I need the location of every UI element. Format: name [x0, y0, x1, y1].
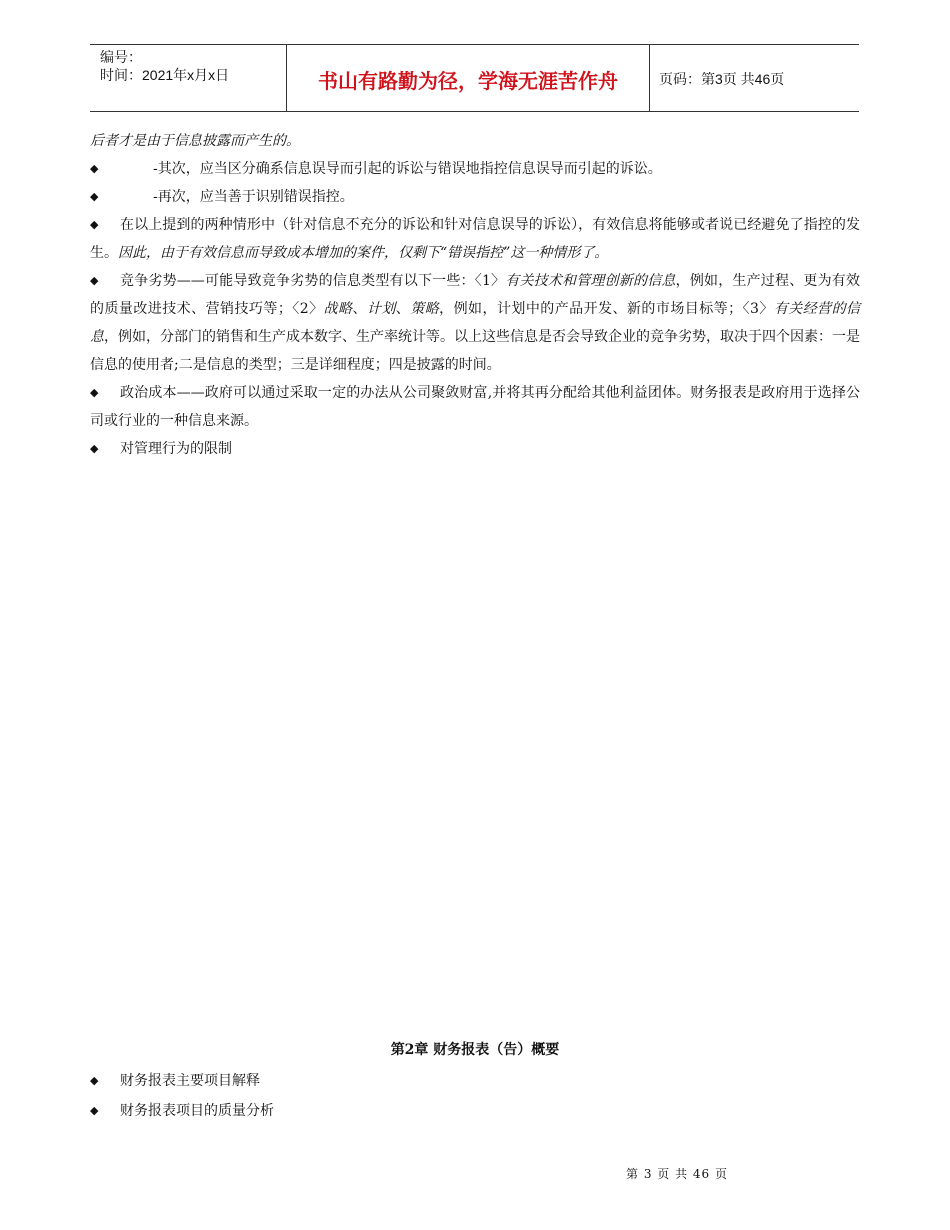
list-item-text: 竞争劣势——可能导致竞争劣势的信息类型有以下一些：〈1〉 [120, 273, 506, 289]
list-item-italic-text: 有关技术和管理创新的信息 [505, 273, 676, 289]
bullet-diamond-icon: ◆ [90, 1104, 99, 1117]
header-motto: 书山有路勤为径，学海无涯苦作舟 [287, 45, 650, 111]
list-item [90, 1066, 860, 1096]
list-item-text: ，例如，计划中的产品开发、新的市场目标等；〈3〉 [439, 301, 774, 317]
list-item-text: ，例如，分部门的销售和生产成本数字、生产率统计等。以上这些信息是否会导致企业的竞争劣势，取决于四个因素：一是信息的使用者;二是信息的类型；三是详细程度；四是披露的时间。 [90, 329, 860, 373]
list-item-text: 财务报表项目的质量分析 [120, 1103, 274, 1119]
document-date-label: 时间：2021年x月x日 [100, 67, 230, 83]
header-meta-cell [90, 45, 287, 111]
list-item-italic-text: 有关经营的信息 [90, 301, 861, 345]
list-item [90, 379, 860, 435]
list-item [90, 155, 860, 183]
list-item-italic-text: 因此，由于有效信息而导致成本增加的案件，仅剩下“错误指控”这一种情形了。 [118, 245, 609, 261]
list-item-italic-text: 策略 [410, 301, 440, 317]
list-item-text: 、 [352, 301, 367, 317]
list-item-text: 、 [395, 301, 411, 317]
bullet-diamond-icon: ◆ [90, 162, 99, 175]
page-header [90, 44, 859, 112]
list-item-italic-text: 计划 [366, 301, 396, 317]
bullet-diamond-icon: ◆ [90, 442, 99, 455]
list-item-text: 对管理行为的限制 [120, 441, 232, 457]
bullet-diamond-icon: ◆ [90, 190, 99, 203]
paragraph-continuation: 后者才是由于信息披露而产生的。 [90, 133, 300, 149]
list-item-text: 财务报表主要项目解释 [120, 1073, 260, 1089]
list-item [90, 183, 860, 211]
list-item-text: ，例如，生产过程、更为有效的质量改进技术、营销技巧等；〈2〉 [90, 273, 860, 317]
list-item-text: -再次，应当善于识别错误指控。 [153, 189, 354, 205]
document-number-label: 编号： [100, 49, 142, 65]
header-page-label: 页码：第3页 共46页 [659, 71, 785, 87]
bullet-diamond-icon: ◆ [90, 1074, 99, 1087]
page-footer: 第 3 页 共 46 页 [626, 1167, 728, 1181]
list-item-text: -其次，应当区分确系信息误导而引起的诉讼与错误地指控信息误导而引起的诉讼。 [153, 161, 662, 177]
list-item [90, 435, 860, 463]
list-item [90, 211, 860, 267]
list-item-text: 政治成本——政府可以通过采取一定的办法从公司聚敛财富,并将其再分配给其他利益团体。财务报表是政府用于选择公司或行业的一种信息来源。 [90, 385, 860, 429]
chapter-topic-list [90, 1066, 860, 1126]
bullet-diamond-icon: ◆ [90, 274, 99, 287]
list-item [90, 1096, 860, 1126]
list-item-italic-text: 战略 [323, 301, 353, 317]
document-body [90, 127, 860, 463]
bullet-diamond-icon: ◆ [90, 218, 99, 231]
list-item-text: 在以上提到的两种情形中（针对信息不充分的诉讼和针对信息误导的诉讼），有效信息将能够或者说已经避免了指控的发生。 [90, 217, 860, 261]
list-item [90, 267, 860, 379]
bullet-diamond-icon: ◆ [90, 386, 99, 399]
chapter-heading: 第2章 财务报表（告）概要 [390, 1042, 560, 1058]
